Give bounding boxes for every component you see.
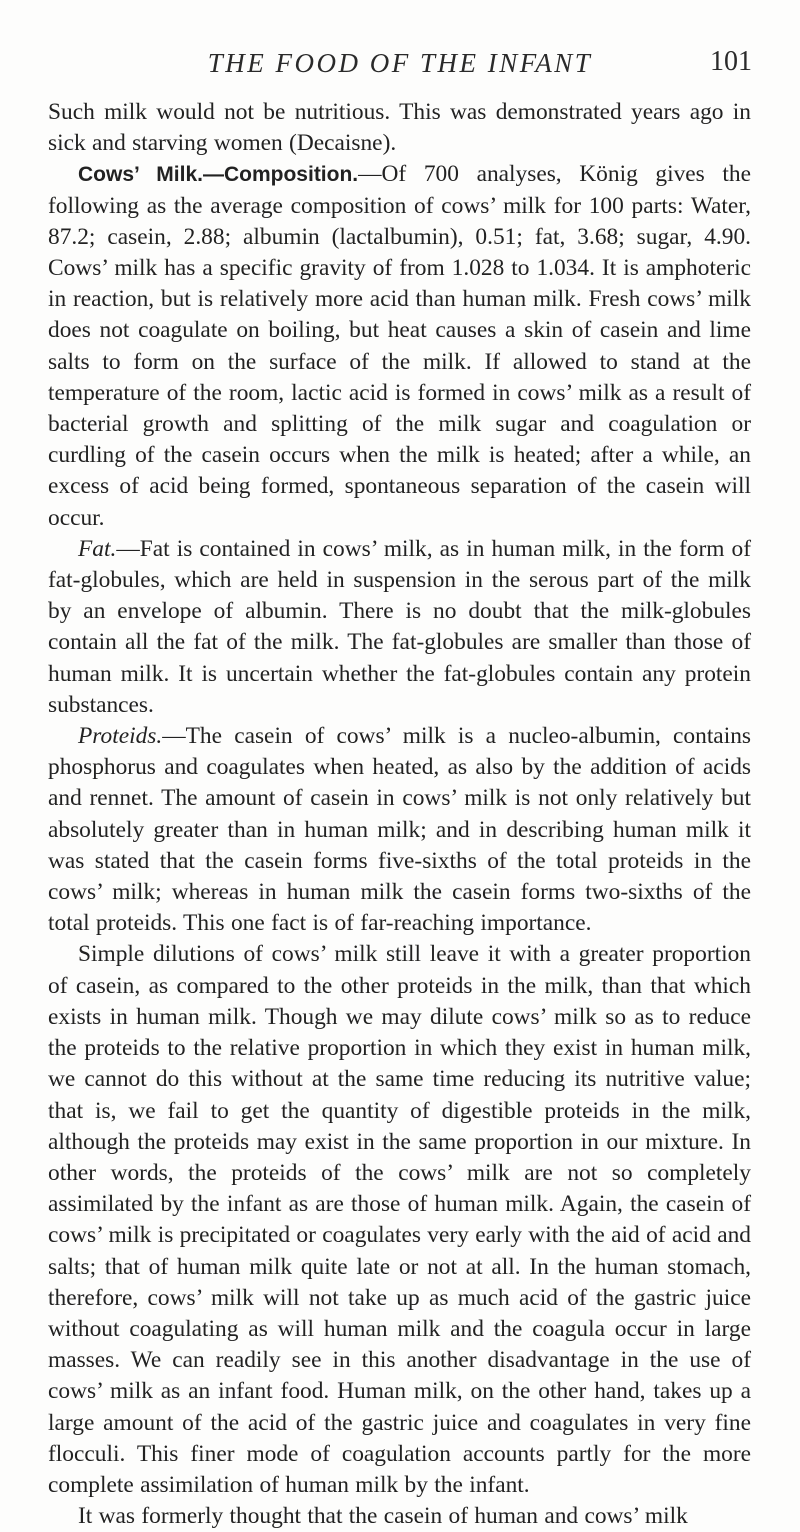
paragraph-intro (48, 97, 751, 159)
paragraph-proteids (48, 721, 751, 939)
paragraph-fat (48, 534, 751, 721)
paragraph-text: —Fat is contained in cows’ milk, as in human milk, in the form of fat-globules, which are held in suspension in the serous part of the milk by an envelope of albumin. There is no doubt that the milk-globules contain all the fat of the milk. The fat-globules are smaller than those of human milk. It is uncertain whether the fat-globules contain any protein substances. (48, 535, 751, 718)
section-heading: Cows’ Milk.—Composition. (78, 163, 359, 187)
paragraph-text: Simple dilutions of cows’ milk still leave it with a greater proportion of casein, as compared to the other proteids in the milk, than that which exists in human milk. Though we may dilute cows’ milk so as to reduce the proteids to the relative proportion in which they exist in human milk, we cannot do this without at the same time reducing its nutritive value; that is, we fail to get the quantity of digestible proteids in the milk, although the proteids may exist in the same proportion in our mixture. In other words, the proteids of the cows’ milk are not so completely assimilated by the infant as are those of human milk. Again, the casein of cows’ milk is precipitated or coagulates very early with the aid of acid and salts; that of human milk quite late or not at all. In the human stomach, therefore, cows’ milk will not take up as much acid of the gastric juice without coagulating as will human milk and the coagula occur in large masses. We can readily see in this another disadvantage in the use of cows’ milk as an infant food. Human milk, on the other hand, takes up a large amount of the acid of the gastric juice and coagulates in very fine flocculi. This finer mode of coagulation accounts partly for the more complete assimilation of human milk by the infant. (48, 941, 751, 1498)
body-text (48, 97, 751, 1532)
paragraph-cows-milk (48, 159, 751, 533)
running-head (48, 40, 752, 80)
page-number: 101 (710, 46, 752, 77)
paragraph-text: —The casein of cows’ milk is a nucleo-albumin, contains phosphorus and coagulates when heated, as also by the addition of acids and rennet. The amount of casein in cows’ milk is not only relatively but absolutely greater than in human milk; and in describing human milk it was stated that the casein forms five-sixths of the total proteids in the cows’ milk; whereas in human milk the casein forms two-sixths of the total proteids. This one fact is of far-reaching importance. (48, 723, 751, 937)
subsection-heading: Proteids. (78, 723, 163, 750)
subsection-heading: Fat. (78, 535, 117, 562)
paragraph-text: Such milk would not be nutritious. This was demonstrated years ago in sick and starving women (Decaisne). (48, 99, 751, 157)
paragraph-formerly (48, 1501, 751, 1532)
paragraph-text: —Of 700 analyses, König gives the following as the average composition of cows’ milk for 100 parts: Water, 87.2; casein, 2.88; albumin (lactalbumin), 0.51; fat, 3.68; sugar, 4.90. Cows’ milk has a specific gravity of from 1.028 to 1.034. It is amphoteric in reaction, but is relatively more acid than human milk. Fresh cows’ milk does not coagulate on boiling, but heat causes a skin of casein and lime salts to form on the surface of the milk. If allowed to stand at the temperature of the room, lactic acid is formed in cows’ milk as a result of bacterial growth and splitting of the milk sugar and coagulation or curdling of the casein occurs when the milk is heated; after a while, an excess of acid being formed, spontaneous separation of the casein will occur. (48, 161, 751, 531)
paragraph-text: It was formerly thought that the casein of human and cows’ milk (78, 1503, 688, 1530)
paragraph-dilutions (48, 939, 751, 1501)
running-title: THE FOOD OF THE INFANT (207, 48, 593, 78)
